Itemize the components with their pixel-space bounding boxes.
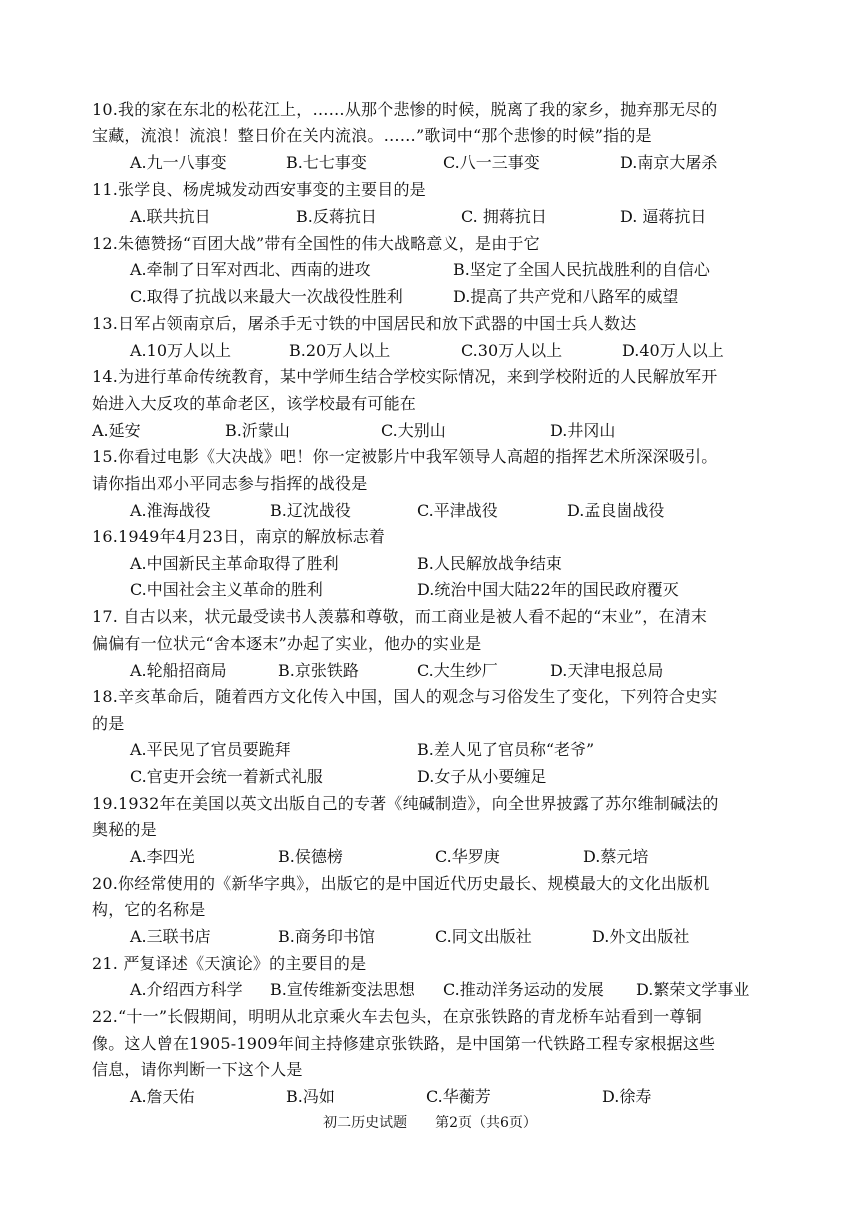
q22-stem-line2: 像。这人曾在1905-1909年间主持修建京张铁路，是中国第一代铁路工程专家根据这些 xyxy=(92,1034,716,1053)
q22-stem-line3: 信息，请你判断一下这个人是 xyxy=(92,1060,303,1079)
q14-option-c: C.大别山 xyxy=(381,421,446,440)
q10-option-a: A.九一八事变 xyxy=(130,153,227,172)
q20-options xyxy=(0,927,700,947)
q20-option-d: D.外文出版社 xyxy=(592,927,690,946)
q16-option-b: B.人民解放战争结束 xyxy=(417,554,562,573)
q13-option-d: D.40万人以上 xyxy=(622,341,724,360)
q20-option-a: A.三联书店 xyxy=(130,927,211,946)
q14-stem-line1: 14.为进行革命传统教育，某中学师生结合学校实际情况，来到学校附近的人民解放军开 xyxy=(92,367,718,386)
q19-options xyxy=(0,847,700,867)
q21-options xyxy=(0,980,750,1000)
q16-stem: 16.1949年4月23日，南京的解放标志着 xyxy=(92,527,386,546)
q19-option-b: B.侯德榜 xyxy=(278,847,343,866)
q13-option-c: C.30万人以上 xyxy=(461,341,563,360)
q16-options-row2 xyxy=(0,580,700,600)
q20-option-c: C.同文出版社 xyxy=(435,927,532,946)
q12-option-d: D.提高了共产党和八路军的威望 xyxy=(453,287,679,306)
q18-stem-line1: 18.辛亥革命后，随着西方文化传入中国，国人的观念与习俗发生了变化，下列符合史实 xyxy=(92,687,718,706)
q14-stem-line2: 始进入大反攻的革命老区，该学校最有可能在 xyxy=(92,394,417,413)
q17-option-a: A.轮船招商局 xyxy=(130,661,227,680)
q22-option-c: C.华蘅芳 xyxy=(426,1087,491,1106)
q11-option-b: B.反蒋抗日 xyxy=(296,207,377,226)
q20-stem-line1: 20.你经常使用的《新华字典》，出版它的是中国近代历史最长、规模最大的文化出版机 xyxy=(92,874,710,893)
q12-option-a: A.牵制了日军对西北、西南的进攻 xyxy=(130,260,371,279)
q10-options xyxy=(0,153,718,173)
q12-option-b: B.坚定了全国人民抗战胜利的自信心 xyxy=(453,260,710,279)
q20-stem-line2: 构，它的名称是 xyxy=(92,900,206,919)
q17-options xyxy=(0,661,700,681)
q21-option-d: D.繁荣文学事业 xyxy=(636,980,750,999)
q16-option-a: A.中国新民主革命取得了胜利 xyxy=(130,554,339,573)
q18-stem-line2: 的是 xyxy=(92,714,125,733)
q14-option-a: A.延安 xyxy=(92,421,141,440)
q19-option-c: C.华罗庚 xyxy=(435,847,500,866)
q15-stem-line1: 15.你看过电影《大决战》吧！你一定被影片中我军领导人高超的指挥艺术所深深吸引。 xyxy=(92,447,718,466)
q13-stem: 13.日军占领南京后，屠杀手无寸铁的中国居民和放下武器的中国士兵人数达 xyxy=(92,314,637,333)
q16-options-row1 xyxy=(0,554,700,574)
q12-stem: 12.朱德赞扬“百团大战”带有全国性的伟大战略意义，是由于它 xyxy=(92,234,540,253)
q18-options-row2 xyxy=(0,767,700,787)
q13-option-a: A.10万人以上 xyxy=(130,341,232,360)
q11-options xyxy=(0,207,707,227)
q13-option-b: B.20万人以上 xyxy=(289,341,391,360)
q18-options-row1 xyxy=(0,740,700,760)
q22-stem-line1: 22.“十一”长假期间，明明从北京乘火车去包头，在京张铁路的青龙桥车站看到一尊铜 xyxy=(92,1007,702,1026)
q21-option-a: A.介绍西方科学 xyxy=(130,980,243,999)
q21-option-b: B.宣传维新变法思想 xyxy=(270,980,415,999)
q17-option-b: B.京张铁路 xyxy=(278,661,359,680)
q15-options xyxy=(0,501,700,521)
q15-option-a: A.淮海战役 xyxy=(130,501,211,520)
q10-option-b: B.七七事变 xyxy=(286,153,367,172)
q21-option-c: C.推动洋务运动的发展 xyxy=(443,980,604,999)
q17-option-d: D.天津电报总局 xyxy=(550,661,664,680)
q20-option-b: B.商务印书馆 xyxy=(278,927,375,946)
q12-option-c: C.取得了抗战以来最大一次战役性胜利 xyxy=(130,287,403,306)
q10-option-d: D.南京大屠杀 xyxy=(620,153,718,172)
q18-option-c: C.官吏开会统一着新式礼服 xyxy=(130,767,323,786)
q14-options xyxy=(0,421,700,441)
q21-stem: 21. 严复译述《天演论》的主要目的是 xyxy=(92,954,367,973)
q15-stem-line2: 请你指出邓小平同志参与指挥的战役是 xyxy=(92,474,368,493)
q19-stem-line2: 奥秘的是 xyxy=(92,820,157,839)
q22-option-a: A.詹天佑 xyxy=(130,1087,195,1106)
q17-option-c: C.大生纱厂 xyxy=(417,661,498,680)
q12-options-row2 xyxy=(0,287,700,307)
q17-stem-line2: 偏偏有一位状元“舍本逐末”办起了实业，他办的实业是 xyxy=(92,634,482,653)
q16-option-d: D.统治中国大陆22年的国民政府覆灭 xyxy=(417,580,679,599)
q10-stem-line2: 宝藏，流浪！流浪！整日价在关内流浪。……”歌词中“那个悲惨的时候”指的是 xyxy=(92,126,652,145)
q15-option-c: C.平津战役 xyxy=(417,501,498,520)
q12-options-row1 xyxy=(0,260,710,280)
q18-option-a: A.平民见了官员要跪拜 xyxy=(130,740,291,759)
q11-stem: 11.张学良、杨虎城发动西安事变的主要目的是 xyxy=(92,180,426,199)
q13-options xyxy=(0,341,724,361)
q15-option-b: B.辽沈战役 xyxy=(270,501,351,520)
q14-option-b: B.沂蒙山 xyxy=(225,421,290,440)
q11-option-d: D. 逼蒋抗日 xyxy=(620,207,707,226)
q16-option-c: C.中国社会主义革命的胜利 xyxy=(130,580,323,599)
q19-option-d: D.蔡元培 xyxy=(583,847,649,866)
q22-option-b: B.冯如 xyxy=(286,1087,335,1106)
page-footer: 初二历史试题 第2页（共6页） xyxy=(323,1115,537,1131)
q15-option-d: D.孟良崮战役 xyxy=(567,501,665,520)
q11-option-a: A.联共抗日 xyxy=(130,207,211,226)
q19-option-a: A.李四光 xyxy=(130,847,195,866)
q19-stem-line1: 19.1932年在美国以英文出版自己的专著《纯碱制造》，向全世界披露了苏尔维制碱法的 xyxy=(92,794,719,813)
q22-options xyxy=(0,1087,700,1107)
q11-option-c: C. 拥蒋抗日 xyxy=(461,207,547,226)
q18-option-b: B.差人见了官员称“老爷” xyxy=(417,740,595,759)
q14-option-d: D.井冈山 xyxy=(550,421,616,440)
q17-stem-line1: 17. 自古以来，状元最受读书人羡慕和尊敬，而工商业是被人看不起的“末业”，在清末 xyxy=(92,607,708,626)
q10-option-c: C.八一三事变 xyxy=(443,153,540,172)
q10-stem-line1: 10.我的家在东北的松花江上，……从那个悲惨的时候，脱离了我的家乡，抛弃那无尽的 xyxy=(92,100,718,119)
q18-option-d: D.女子从小要缠足 xyxy=(417,767,547,786)
q22-option-d: D.徐寿 xyxy=(602,1087,652,1106)
